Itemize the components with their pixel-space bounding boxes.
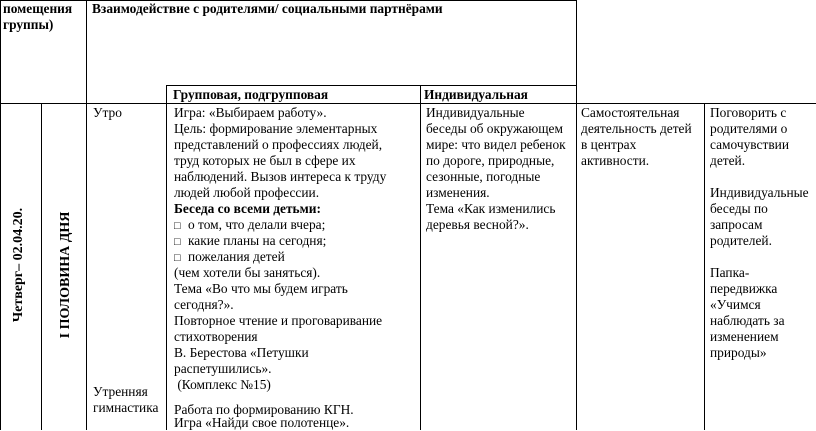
individual-line: Индивидуальные: [426, 105, 525, 120]
group-line: Игра «Найди свое полотенце».: [174, 415, 350, 430]
parents-line: детей.: [710, 153, 746, 168]
individual-line: по дороге, природные,: [426, 153, 555, 168]
header-group-subcolumn: Групповая, подгрупповая: [173, 87, 329, 102]
group-line: Работа по формированию КГН.: [174, 402, 354, 417]
parents-line: самочувствии: [710, 137, 789, 152]
group-bullet-text: о том, что делали вчера;: [188, 217, 326, 232]
group-line: представлений о профессиях людей,: [174, 137, 383, 152]
independent-line: деятельность детей: [581, 121, 692, 136]
group-line: Повторное чтение и проговаривание: [174, 313, 383, 328]
parents-line: «Учимся: [710, 297, 761, 312]
group-bullet-item: [174, 233, 326, 250]
group-line: В. Берестова «Петушки: [174, 345, 309, 360]
parents-line: природы»: [710, 345, 767, 360]
group-bullet-item: [174, 249, 285, 266]
schedule-gym-line1: Утренняя: [93, 384, 148, 399]
independent-line: в центрах: [581, 137, 637, 152]
day-date-label: Четверг– 02.04.20.: [11, 207, 26, 323]
parents-line: родителями о: [710, 121, 788, 136]
group-line: (Комплекс №15): [174, 377, 271, 392]
group-line: Цель: формирование элементарных: [174, 121, 378, 136]
checkbox-bullet-icon: [174, 249, 188, 264]
grid-left-line: [0, 0, 1, 430]
independent-line: активности.: [581, 153, 650, 168]
independent-line: Самостоятельная: [581, 105, 680, 120]
checkbox-bullet-icon: [174, 233, 188, 248]
group-line: Игра: «Выбираем работу».: [174, 105, 327, 120]
individual-line: изменения.: [426, 185, 490, 200]
parents-line: Папка-: [710, 265, 750, 280]
individual-line: мире: что видел ребенок: [426, 137, 566, 152]
header-interaction-title: Взаимодействие с родителями/ социальными партнёрами: [92, 1, 443, 16]
group-line: сегодня?».: [174, 297, 234, 312]
group-line: людей любой профессии.: [174, 185, 320, 200]
individual-line: деревья весной?».: [426, 217, 529, 232]
parents-line: беседы по: [710, 201, 768, 216]
parents-line: Поговорить с: [710, 105, 787, 120]
parents-line: родителей.: [710, 233, 772, 248]
grid-time-line: [166, 85, 167, 430]
group-line: Тема «Во что мы будем играть: [174, 281, 348, 296]
grid-header-bottom-line: [0, 103, 816, 104]
grid-group-line: [420, 85, 421, 430]
group-line: распетушились».: [174, 361, 272, 376]
grid-col1-line: [86, 0, 87, 103]
group-bullet-text: пожелания детей: [188, 249, 285, 264]
individual-line: сезонные, погодные: [426, 169, 541, 184]
half-day-label: I ПОЛОВИНА ДНЯ: [58, 211, 73, 339]
individual-line: Тема «Как изменились: [426, 201, 556, 216]
header-individual-subcolumn: Индивидуальная: [424, 87, 528, 102]
grid-half-line: [86, 103, 87, 430]
grid-individual-line: [576, 0, 577, 430]
schedule-gym-line2: гимнастика: [93, 400, 159, 415]
parents-line: передвижка: [710, 281, 778, 296]
parents-line: Индивидуальные: [710, 185, 809, 200]
header-room-line1: помещения: [3, 1, 73, 16]
group-bullet-item: [174, 217, 325, 234]
grid-sub-top-line: [166, 85, 576, 86]
schedule-morning: Утро: [93, 105, 122, 120]
group-line: стихотворения: [174, 329, 258, 344]
checkbox-bullet-icon: [174, 217, 188, 232]
group-bullet-text: какие планы на сегодня;: [188, 233, 327, 248]
parents-line: запросам: [710, 217, 763, 232]
grid-daylabel-line: [41, 103, 42, 430]
header-room-line2: группы): [3, 17, 54, 32]
parents-line: изменением: [710, 329, 779, 344]
group-line: наблюдений. Вызов интереса к труду: [174, 169, 387, 184]
group-line: труд которых не был в сфере их: [174, 153, 356, 168]
group-conversation-heading: Беседа со всеми детьми:: [174, 201, 321, 216]
grid-independent-line: [704, 103, 705, 430]
parents-line: наблюдать за: [710, 313, 785, 328]
group-line: (чем хотели бы заняться).: [174, 265, 321, 280]
individual-line: беседы об окружающем: [426, 121, 563, 136]
